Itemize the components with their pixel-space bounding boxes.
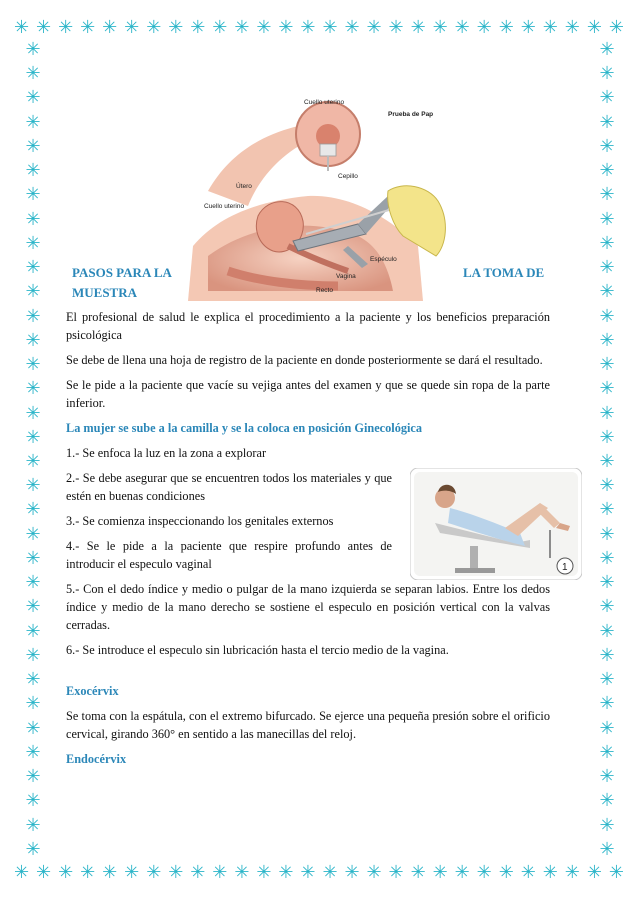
border-star-icon: ✳ <box>25 329 41 350</box>
label-vagina: Vagina <box>336 273 356 280</box>
border-star-icon: ✳ <box>25 281 41 302</box>
border-star-icon: ✳ <box>25 693 41 714</box>
label-utero: Útero <box>236 183 252 190</box>
border-star-icon: ✳ <box>25 596 41 617</box>
border-star-icon: ✳ <box>599 596 615 617</box>
border-star-icon: ✳ <box>344 17 360 37</box>
border-star-icon: ✳ <box>256 862 272 882</box>
step-2: 2.- Se debe asegurar que se encuentren todos los materiales y que estén en buenas condiciones <box>66 471 392 503</box>
border-star-icon: ✳ <box>278 17 294 37</box>
border-star-icon: ✳ <box>454 862 470 882</box>
border-star-icon: ✳ <box>520 862 536 882</box>
step-3: 3.- Se comienza inspeccionando los genitales externos <box>66 514 334 528</box>
border-star-icon: ✳ <box>564 17 580 37</box>
border-star-icon: ✳ <box>300 17 316 37</box>
border-star-icon: ✳ <box>25 450 41 471</box>
border-star-icon: ✳ <box>599 475 615 496</box>
border-star-icon: ✳ <box>234 17 250 37</box>
border-star-icon: ✳ <box>454 17 470 37</box>
border-star-icon: ✳ <box>599 766 615 787</box>
paragraph-vejiga: Se le pide a la paciente que vacíe su vejiga antes del examen y que se quede sin ropa de la parte inferior. <box>66 378 550 410</box>
border-star-icon: ✳ <box>599 814 615 835</box>
decorative-border-left <box>20 40 46 858</box>
border-star-icon: ✳ <box>300 862 316 882</box>
border-star-icon: ✳ <box>322 862 338 882</box>
border-star-icon: ✳ <box>542 17 558 37</box>
paragraph-registro: Se debe de llena una hoja de registro de la paciente en donde posteriormente se dará el resultado. <box>66 353 543 367</box>
border-star-icon: ✳ <box>25 814 41 835</box>
border-star-icon: ✳ <box>25 378 41 399</box>
border-star-icon: ✳ <box>599 378 615 399</box>
border-star-icon: ✳ <box>102 17 118 37</box>
border-star-icon: ✳ <box>25 40 41 59</box>
step-4: 4.- Se le pide a la paciente que respire profundo antes de introducir el especulo vaginal <box>66 539 392 571</box>
border-star-icon: ✳ <box>498 17 514 37</box>
border-star-icon: ✳ <box>25 790 41 811</box>
border-star-icon: ✳ <box>25 669 41 690</box>
border-star-icon: ✳ <box>599 208 615 229</box>
paragraph-explicacion: El profesional de salud le explica el procedimiento a la paciente y los beneficios preparación psicológica <box>66 310 550 342</box>
border-star-icon: ✳ <box>410 862 426 882</box>
border-star-icon: ✳ <box>586 862 602 882</box>
border-star-icon: ✳ <box>25 620 41 641</box>
border-star-icon: ✳ <box>25 135 41 156</box>
border-star-icon: ✳ <box>25 63 41 84</box>
border-star-icon: ✳ <box>599 523 615 544</box>
border-star-icon: ✳ <box>36 862 52 882</box>
border-star-icon: ✳ <box>476 17 492 37</box>
border-star-icon: ✳ <box>599 160 615 181</box>
border-star-icon: ✳ <box>599 257 615 278</box>
border-star-icon: ✳ <box>168 862 184 882</box>
border-star-icon: ✳ <box>599 499 615 520</box>
border-star-icon: ✳ <box>25 766 41 787</box>
border-star-icon: ✳ <box>599 87 615 108</box>
border-star-icon: ✳ <box>25 475 41 496</box>
border-star-icon: ✳ <box>344 862 360 882</box>
border-star-icon: ✳ <box>599 305 615 326</box>
paragraph-posicion-ginecologica: La mujer se sube a la camilla y se la coloca en posición Ginecológica <box>66 421 423 435</box>
border-star-icon: ✳ <box>366 17 382 37</box>
border-star-icon: ✳ <box>25 402 41 423</box>
border-star-icon: ✳ <box>599 111 615 132</box>
label-prueba-de-pap: Prueba de Pap <box>388 111 434 118</box>
border-star-icon: ✳ <box>124 862 140 882</box>
border-star-icon: ✳ <box>586 17 602 37</box>
border-star-icon: ✳ <box>102 862 118 882</box>
border-star-icon: ✳ <box>599 838 615 858</box>
border-star-icon: ✳ <box>432 17 448 37</box>
border-star-icon: ✳ <box>25 257 41 278</box>
title-la-toma-de: LA TOMA DE <box>463 265 545 280</box>
border-star-icon: ✳ <box>520 17 536 37</box>
border-star-icon: ✳ <box>25 87 41 108</box>
paragraph-exocervix: Se toma con la espátula, con el extremo bifurcado. Se ejerce una pequeña presión sobre el orificio cervical, girando 360° en sentido a las manecillas del reloj. <box>66 709 550 741</box>
border-star-icon: ✳ <box>278 862 294 882</box>
border-star-icon: ✳ <box>388 862 404 882</box>
border-star-icon: ✳ <box>36 17 52 37</box>
border-star-icon: ✳ <box>25 305 41 326</box>
border-star-icon: ✳ <box>234 862 250 882</box>
heading-exocervix: Exocérvix <box>66 684 119 698</box>
title-pasos-para: PASOS PARA LA MUESTRA <box>72 265 172 300</box>
border-star-icon: ✳ <box>498 862 514 882</box>
border-star-icon: ✳ <box>599 741 615 762</box>
border-star-icon: ✳ <box>599 184 615 205</box>
border-star-icon: ✳ <box>542 862 558 882</box>
border-star-icon: ✳ <box>599 669 615 690</box>
border-star-icon: ✳ <box>599 40 615 59</box>
decorative-border-right <box>594 40 620 858</box>
border-star-icon: ✳ <box>146 862 162 882</box>
border-star-icon: ✳ <box>599 717 615 738</box>
border-star-icon: ✳ <box>80 17 96 37</box>
border-star-icon: ✳ <box>599 135 615 156</box>
border-star-icon: ✳ <box>599 620 615 641</box>
border-star-icon: ✳ <box>25 160 41 181</box>
border-star-icon: ✳ <box>25 572 41 593</box>
border-star-icon: ✳ <box>25 111 41 132</box>
border-star-icon: ✳ <box>25 741 41 762</box>
border-star-icon: ✳ <box>190 17 206 37</box>
border-star-icon: ✳ <box>410 17 426 37</box>
border-star-icon: ✳ <box>599 572 615 593</box>
border-star-icon: ✳ <box>25 184 41 205</box>
border-star-icon: ✳ <box>25 838 41 858</box>
border-star-icon: ✳ <box>432 862 448 882</box>
step-6: 6.- Se introduce el especulo sin lubricación hasta el tercio medio de la vagina. <box>66 643 449 657</box>
border-star-icon: ✳ <box>25 426 41 447</box>
figure-number: 1 <box>562 562 568 573</box>
label-cuello-uterino-top: Cuello uterino <box>304 99 345 106</box>
border-star-icon: ✳ <box>608 862 624 882</box>
step-5: 5.- Con el dedo índice y medio o pulgar de la mano izquierda se separan labios. Entre los dedos índice y medio de la mano derecho se sostiene el especulo en posición vertical con la valvas cerradas. <box>66 582 550 632</box>
border-star-icon: ✳ <box>212 17 228 37</box>
border-star-icon: ✳ <box>476 862 492 882</box>
border-star-icon: ✳ <box>25 499 41 520</box>
border-star-icon: ✳ <box>168 17 184 37</box>
border-star-icon: ✳ <box>14 17 30 37</box>
border-star-icon: ✳ <box>599 450 615 471</box>
border-star-icon: ✳ <box>599 329 615 350</box>
label-recto: Recto <box>316 287 333 294</box>
border-star-icon: ✳ <box>25 523 41 544</box>
border-star-icon: ✳ <box>322 17 338 37</box>
border-star-icon: ✳ <box>25 547 41 568</box>
border-star-icon: ✳ <box>599 426 615 447</box>
border-star-icon: ✳ <box>388 17 404 37</box>
border-star-icon: ✳ <box>25 354 41 375</box>
border-star-icon: ✳ <box>599 402 615 423</box>
border-star-icon: ✳ <box>599 644 615 665</box>
border-star-icon: ✳ <box>212 862 228 882</box>
border-star-icon: ✳ <box>256 17 272 37</box>
border-star-icon: ✳ <box>146 17 162 37</box>
border-star-icon: ✳ <box>25 644 41 665</box>
border-star-icon: ✳ <box>599 63 615 84</box>
document-body <box>66 308 550 775</box>
border-star-icon: ✳ <box>25 232 41 253</box>
border-star-icon: ✳ <box>58 17 74 37</box>
border-star-icon: ✳ <box>599 547 615 568</box>
border-star-icon: ✳ <box>599 281 615 302</box>
label-cepillo: Cepillo <box>338 173 358 180</box>
border-star-icon: ✳ <box>80 862 96 882</box>
border-star-icon: ✳ <box>608 17 624 37</box>
step-1: 1.- Se enfoca la luz en la zona a explorar <box>66 446 267 460</box>
label-cuello-uterino-side: Cuello uterino <box>204 203 245 210</box>
border-star-icon: ✳ <box>25 717 41 738</box>
border-star-icon: ✳ <box>599 232 615 253</box>
heading-endocervix: Endocérvix <box>66 752 127 766</box>
pap-smear-anatomy-illustration <box>188 96 456 301</box>
label-especulo: Espéculo <box>370 256 397 263</box>
border-star-icon: ✳ <box>124 17 140 37</box>
border-star-icon: ✳ <box>58 862 74 882</box>
border-star-icon: ✳ <box>599 790 615 811</box>
border-star-icon: ✳ <box>190 862 206 882</box>
border-star-icon: ✳ <box>564 862 580 882</box>
border-star-icon: ✳ <box>366 862 382 882</box>
border-star-icon: ✳ <box>599 693 615 714</box>
border-star-icon: ✳ <box>599 354 615 375</box>
decorative-border-bottom <box>0 859 638 885</box>
border-star-icon: ✳ <box>25 208 41 229</box>
decorative-border-top <box>0 14 638 40</box>
border-star-icon: ✳ <box>14 862 30 882</box>
